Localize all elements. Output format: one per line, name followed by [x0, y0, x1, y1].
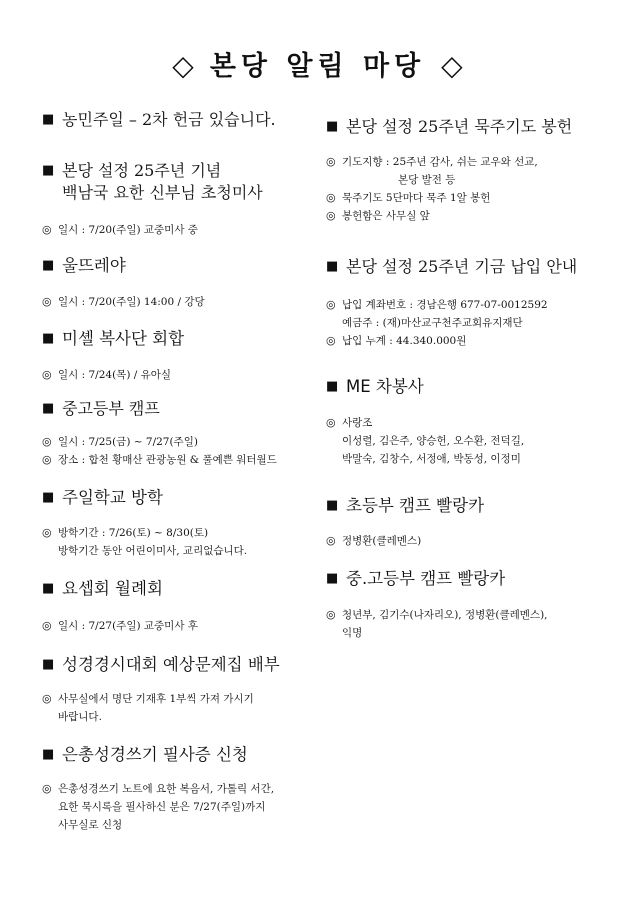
square-bullet-icon: ■ [326, 379, 339, 394]
diamond-icon: ◇ [441, 49, 463, 82]
notice-detail: 사무실로 신청 [58, 819, 123, 831]
square-bullet-icon: ■ [42, 163, 55, 178]
notice-heading: 본당 설정 25주년 묵주기도 봉헌 [346, 117, 573, 136]
notice-bible-quiz-booklet [42, 654, 317, 726]
notice-detail: 일시 : 7/20(주일) 교중미사 중 [58, 224, 198, 236]
notice-detail: 예금주 : (재)마산교구천주교회유지재단 [342, 317, 523, 329]
notice-joseph-meeting [42, 578, 317, 635]
circle-mark-icon: ◎ [42, 453, 52, 466]
square-bullet-icon: ■ [42, 747, 55, 762]
notice-elementary-camp-palanca [326, 495, 616, 550]
circle-mark-icon: ◎ [326, 416, 336, 429]
notice-heading: 농민주일 – 2차 헌금 있습니다. [62, 110, 276, 129]
circle-mark-icon: ◎ [42, 692, 52, 705]
notice-heading: 성경경시대회 예상문제집 배부 [62, 655, 280, 674]
notice-heading: 중.고등부 캠프 빨랑카 [346, 569, 506, 588]
notice-detail: 기도지향 : 25주년 감사, 쉬는 교우와 선교, [342, 156, 538, 168]
page-title-text: 본당 알림 마당 [209, 51, 426, 82]
square-bullet-icon: ■ [326, 259, 339, 274]
notice-heading: 울뜨레야 [62, 256, 126, 275]
square-bullet-icon: ■ [42, 657, 55, 672]
circle-mark-icon: ◎ [326, 334, 336, 347]
square-bullet-icon: ■ [42, 112, 55, 127]
square-bullet-icon: ■ [42, 258, 55, 273]
notice-heading: 본당 설정 25주년 기념 [62, 161, 222, 180]
notice-anniversary-mass [42, 160, 317, 239]
square-bullet-icon: ■ [42, 581, 55, 596]
square-bullet-icon: ■ [326, 571, 339, 586]
notice-detail: 은총성경쓰기 노트에 요한 복음서, 가톨릭 서간, [58, 783, 275, 795]
circle-mark-icon: ◎ [42, 368, 52, 381]
notice-heading: 백남국 요한 신부님 초청미사 [62, 183, 263, 202]
circle-mark-icon: ◎ [326, 298, 336, 311]
notice-detail: 방학기간 동안 어린이미사, 교리없습니다. [58, 545, 248, 557]
notice-detail: 사무실에서 명단 기재후 1부씩 가져 가시기 [58, 693, 254, 705]
notice-detail: 일시 : 7/24(목) / 유아실 [58, 369, 172, 381]
notice-detail: 일시 : 7/20(주일) 14:00 / 강당 [58, 296, 205, 308]
notice-detail: 요한 묵시록을 필사하신 분은 7/27(주일)까지 [58, 801, 266, 813]
notice-detail: 익명 [342, 627, 363, 639]
notice-detail: 사랑조 [342, 417, 373, 429]
notice-detail: 방학기간 : 7/26(토) ~ 8/30(토) [58, 527, 209, 539]
notice-me-tea-service [326, 376, 616, 468]
notice-heading: 초등부 캠프 빨랑카 [346, 496, 485, 515]
circle-mark-icon: ◎ [42, 223, 52, 236]
notice-youth-camp-palanca [326, 568, 616, 642]
circle-mark-icon: ◎ [326, 191, 336, 204]
notice-ultreya [42, 255, 317, 311]
notice-detail: 일시 : 7/25(금) ~ 7/27(주일) [58, 436, 198, 448]
square-bullet-icon: ■ [42, 401, 55, 416]
circle-mark-icon: ◎ [326, 608, 336, 621]
notice-heading: ME 차봉사 [346, 377, 424, 396]
notice-heading: 중고등부 캠프 [62, 399, 160, 418]
notice-bible-writing [42, 744, 317, 834]
notice-heading: 요셉회 월례회 [62, 579, 163, 598]
notice-detail: 정병환(클레멘스) [342, 535, 422, 547]
square-bullet-icon: ■ [326, 498, 339, 513]
notice-heading: 주일학교 방학 [62, 488, 163, 507]
notice-detail: 청년부, 김기수(나자리오), 정병환(클레멘스), [342, 609, 548, 621]
notice-heading: 미셸 복사단 회합 [62, 329, 185, 348]
notice-anniversary-fund [326, 256, 616, 350]
square-bullet-icon: ■ [42, 490, 55, 505]
circle-mark-icon: ◎ [42, 295, 52, 308]
notice-detail: 본당 발전 등 [398, 174, 456, 186]
notice-detail: 봉헌함은 사무실 앞 [342, 210, 430, 222]
circle-mark-icon: ◎ [326, 209, 336, 222]
circle-mark-icon: ◎ [42, 435, 52, 448]
circle-mark-icon: ◎ [42, 619, 52, 632]
notice-altar-servers [42, 328, 317, 384]
notice-detail: 장소 : 합천 황매산 관광농원 & 풀예쁜 워터월드 [58, 454, 277, 466]
notice-detail: 일시 : 7/27(주일) 교중미사 후 [58, 620, 198, 632]
notice-farmers-sunday [42, 109, 317, 131]
notice-detail: 박말숙, 김창수, 서정애, 박동성, 이정미 [342, 453, 521, 465]
circle-mark-icon: ◎ [42, 526, 52, 539]
notice-detail: 바랍니다. [58, 711, 102, 723]
notice-detail: 묵주기도 5단마다 묵주 1알 봉헌 [342, 192, 491, 204]
notice-heading: 은총성경쓰기 필사증 신청 [62, 745, 248, 764]
square-bullet-icon: ■ [42, 331, 55, 346]
notice-youth-camp [42, 398, 317, 469]
page-title [0, 44, 635, 83]
diamond-icon: ◇ [172, 49, 194, 82]
notice-sunday-school-break [42, 487, 317, 560]
notice-detail: 납입 계좌번호 : 경남은행 677-07-0012592 [342, 299, 548, 311]
notice-detail: 납입 누계 : 44.340.000원 [342, 335, 467, 347]
notice-rosary-offering [326, 116, 616, 225]
circle-mark-icon: ◎ [326, 534, 336, 547]
circle-mark-icon: ◎ [42, 782, 52, 795]
circle-mark-icon: ◎ [326, 155, 336, 168]
notice-heading: 본당 설정 25주년 기금 납입 안내 [346, 257, 578, 276]
notice-detail: 이성렬, 김은주, 양승헌, 오수환, 전덕길, [342, 435, 525, 447]
square-bullet-icon: ■ [326, 119, 339, 134]
